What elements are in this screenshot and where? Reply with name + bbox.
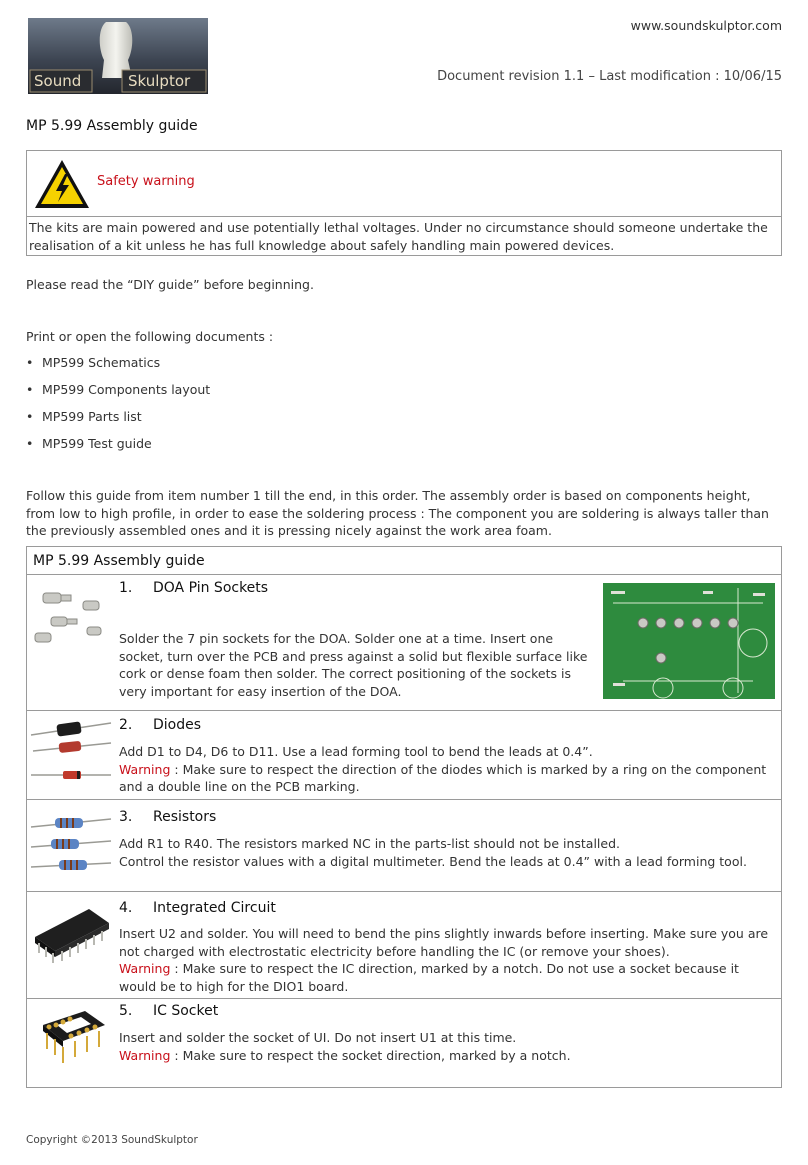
step-title: 2. Diodes [119, 717, 202, 733]
warning-label: Warning [119, 1047, 171, 1063]
list-item: • MP599 Components layout [26, 382, 211, 397]
document-name: MP599 Parts list [42, 409, 142, 424]
table-title: MP 5.99 Assembly guide [33, 553, 205, 569]
assembly-guide-table [26, 546, 782, 1088]
step-text: Add R1 to R40. The resistors marked NC in the parts-list should not be installed. Control the resistor values with a digital multimeter. Bend the leads at 0.4” with a lead forming tool. [119, 836, 747, 869]
step-text: Solder the 7 pin sockets for the DOA. Solder one at a time. Insert one socket, turn over the PCB and press against a solid but flexible surface like cork or dense foam then solder. The correct positioning of the sockets is very important for easy insertion of the DOA. [119, 631, 588, 699]
safety-text: The kits are main powered and use potentially lethal voltages. Under no circumstance should someone undertake the realisation of a kit unless he has full knowledge about safely handling main powered devices. [29, 220, 768, 253]
document-revision: Document revision 1.1 – Last modification : 10/06/15 [437, 69, 782, 84]
page-title: MP 5.99 Assembly guide [26, 118, 198, 134]
step-title: 1. DOA Pin Sockets [119, 580, 269, 596]
diy-guide-note: Please read the “DIY guide” before beginning. [26, 277, 314, 292]
soundskulptor-logo [28, 18, 208, 94]
list-item: • MP599 Test guide [26, 436, 152, 451]
safety-heading: Safety warning [97, 174, 195, 189]
safety-warning-box [26, 150, 782, 256]
print-documents-intro: Print or open the following documents : [26, 329, 274, 344]
ic-socket-photo [29, 1003, 113, 1077]
pcb-photo [603, 583, 775, 699]
list-item: • MP599 Parts list [26, 409, 142, 424]
step-text: Insert and solder the socket of UI. Do not insert U1 at this time. Warning : Make sure to respect the socket direction, marked by a notch. [119, 1030, 571, 1063]
step-text: Add D1 to D4, D6 to D11. Use a lead forming tool to bend the leads at 0.4”. Warning : Make sure to respect the direction of the diodes which is marked by a ring on the component and a double line on the PCB marking. [119, 744, 767, 794]
assembly-order-text: Follow this guide from item number 1 till the end, in this order. The assembly order is based on components height, from low to high profile, in order to ease the soldering process : The component you are soldering is always taller than the previously assembled ones and it is pressing nicely against the work area foam. [26, 488, 769, 538]
list-item: • MP599 Schematics [26, 355, 161, 370]
integrated-circuit-photo [29, 897, 113, 971]
resistors-photo [29, 805, 113, 879]
site-url: www.soundskulptor.com [630, 18, 782, 33]
step-title: 5. IC Socket [119, 1003, 219, 1019]
document-name: MP599 Schematics [42, 355, 161, 370]
document-name: MP599 Components layout [42, 382, 211, 397]
warning-label: Warning [119, 961, 171, 976]
warning-label: Warning [119, 761, 171, 777]
document-name: MP599 Test guide [42, 436, 152, 451]
logo-text-left: Sound [34, 72, 82, 90]
high-voltage-warning-icon [32, 157, 92, 211]
logo-text-right: Skulptor [128, 72, 191, 90]
step-title: 3. Resistors [119, 809, 217, 825]
diodes-photo [29, 715, 113, 789]
step-text: Insert U2 and solder. You will need to bend the pins slightly inwards before inserting. Make sure you are not charged with electrostatic electricity before handling the IC (or remove your shoes). Warning : Make sure to respect the IC direction, marked by a notch. Do not use a socket because it would be to high for the DIO1 board. [119, 926, 769, 994]
step-title: 4. Integrated Circuit [119, 900, 276, 916]
pin-sockets-photo [29, 581, 113, 655]
footer-copyright: Copyright ©2013 SoundSkulptor [26, 1134, 198, 1146]
